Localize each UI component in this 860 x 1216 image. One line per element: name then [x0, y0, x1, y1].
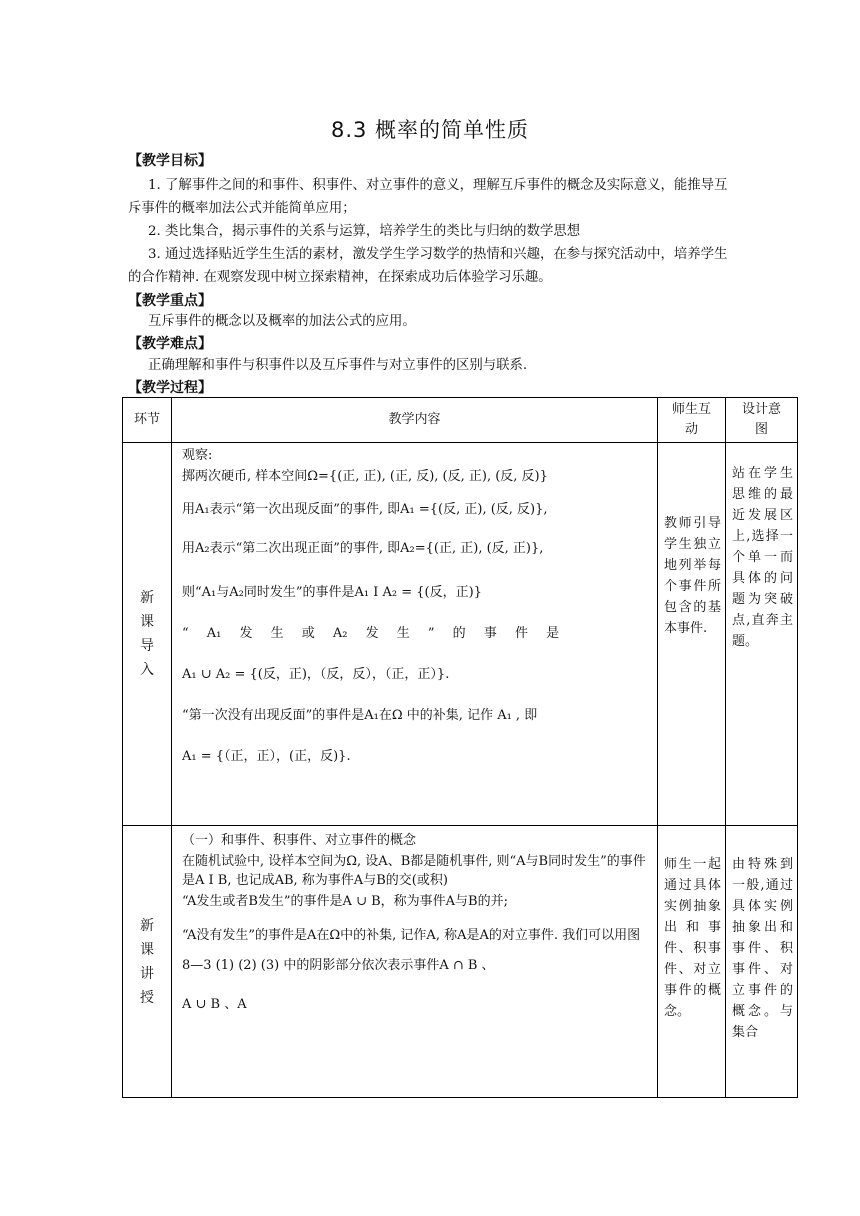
key-heading: 【教学重点】 [128, 293, 212, 309]
content-line: （一）和事件、积事件、对立事件的概念 [182, 833, 417, 848]
content-line: A₁ ∪ A₂ = {(反，正)，（反，反），（正，正）}. [182, 667, 450, 682]
intent-text: 由特殊到一般,通过具体实例抽象出和事件、积事件、对立事件的概念。与集合 [732, 857, 793, 1040]
difficulty-heading: 【教学难点】 [128, 336, 212, 352]
table-header-row [123, 398, 798, 443]
interaction-text: 师生一起通过具体实例抽象出和事件、积事件、对立事件的概念。 [664, 857, 721, 1019]
header-interaction: 师生互动 [658, 398, 726, 443]
intent-cell [726, 826, 798, 1098]
interaction-cell [658, 826, 726, 1098]
header-intent: 设计意图 [726, 398, 798, 443]
header-content: 教学内容 [172, 398, 658, 443]
intent-cell [726, 443, 798, 826]
content-line: “A发生或者B发生”的事件是A ∪ B，称为事件A与B的并; [182, 894, 508, 909]
content-line: “ A₁ 发 生 或 A₂ 发 生 ” 的 事 件 是 [182, 626, 560, 641]
content-line: 观察: [182, 448, 213, 463]
interaction-cell [658, 443, 726, 826]
content-cell [172, 443, 658, 826]
intent-text: 站在学生思维的最近发展区上,选择一个单一而具体的问题为突破点,直奔主题。 [732, 466, 793, 649]
process-heading: 【教学过程】 [128, 380, 212, 396]
stage-label [123, 826, 172, 1098]
content-line: 用A₁表示“第一次出现反面”的事件, 即A₁ ={(反, 正), (反, 反)}, [182, 502, 548, 517]
interaction-text: 教师引导学生独立地列举每个事件所包含的基本事件. [664, 516, 721, 636]
content-cell [172, 826, 658, 1098]
content-line: 则“A₁与A₂同时发生”的事件是A₁ I A₂ = {(反，正)} [182, 585, 482, 600]
content-line: 在随机试验中, 设样本空间为Ω, 设A、B都是随机事件, 则“A与B同时发生”的事件是A I B, 也记成AB, 称为事件A与B的交(或积) [182, 854, 646, 888]
content-line: 掷两次硬币, 样本空间Ω={(正, 正), (正, 反), (反, 正), (反, 反)} [182, 469, 548, 484]
stage-text: 新课讲授 [140, 917, 154, 1006]
content-line: “A没有发生”的事件是A在Ω中的补集, 记作A, 称A是A的对立事件. 我们可以用图 8—3 (1) (2) (3) 中的阴影部分依次表示事件A ∩ B 、 [182, 928, 641, 973]
key-text: 互斥事件的概念以及概率的加法公式的应用。 [148, 314, 416, 329]
stage-text: 新课导入 [140, 590, 154, 678]
content-line: A₁ = {（正，正），(正，反)}. [182, 749, 351, 764]
goal-1: 1. 了解事件之间的和事件、积事件、对立事件的意义，理解互斥事件的概念及实际意义，能推导互斥事件的概率加法公式并能简单应用； [128, 178, 728, 216]
goals-heading: 【教学目标】 [128, 153, 212, 169]
table-row [123, 443, 798, 826]
table-row [123, 826, 798, 1098]
difficulty-text: 正确理解和事件与积事件以及互斥事件与对立事件的区别与联系. [148, 358, 528, 373]
content-line: “第一次没有出现反面”的事件是A₁在Ω 中的补集, 记作 A₁ , 即 [182, 708, 538, 723]
goal-3: 3. 通过选择贴近学生生活的素材，激发学生学习数学的热情和兴趣，在参与探究活动中，培养学生的合作精神. 在观察发现中树立探索精神，在探索成功后体验学习乐趣。 [128, 247, 728, 285]
header-stage: 环节 [123, 398, 172, 443]
content-line: A ∪ B 、A [182, 997, 247, 1012]
lesson-table [122, 397, 798, 1098]
goal-2: 2. 类比集合，揭示事件的关系与运算，培养学生的类比与归纳的数学思想 [148, 224, 581, 239]
content-line: 用A₂表示“第二次出现正面”的事件, 即A₂={(正, 正), (反, 正)}, [182, 541, 544, 556]
page-title: 8.3 概率的简单性质 [330, 118, 530, 142]
stage-label [123, 443, 172, 826]
